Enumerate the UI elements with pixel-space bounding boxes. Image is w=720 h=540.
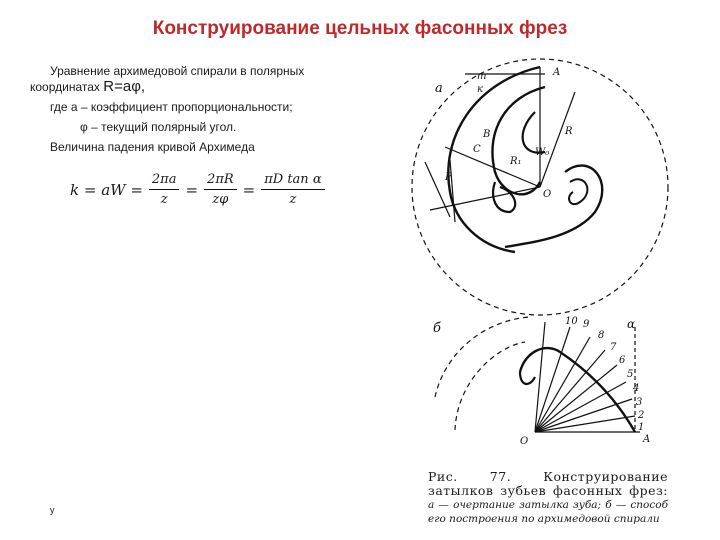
fraction-3-numerator: πD tan α [261, 172, 324, 190]
label-7: 7 [610, 342, 617, 353]
text-line-1: Уравнение архимедовой спирали в полярных [50, 64, 305, 78]
fall-formula [70, 172, 325, 207]
cutter-diagram [395, 52, 695, 464]
label-3: 3 [636, 397, 643, 408]
label-bottom-o: O [520, 436, 529, 447]
bottom-hook [520, 372, 535, 384]
equals-sign-1: = [185, 180, 199, 199]
label-r: R [565, 126, 573, 137]
label-c: C [473, 144, 481, 155]
fraction-2-numerator: 2πR [204, 172, 237, 190]
text-line-4: φ – текущий полярный угол. [80, 120, 237, 134]
label-p: P [445, 172, 452, 183]
label-m: m [477, 71, 487, 82]
spiral-equation: R=aφ, [103, 78, 146, 95]
label-alpha: α [627, 317, 636, 331]
label-2: 2 [638, 410, 645, 421]
formula-lhs: k = aW = [70, 180, 143, 199]
label-w0: W₀ [535, 147, 550, 158]
spiral-hook [569, 179, 587, 204]
radius-line-3 [430, 187, 540, 210]
fraction-3 [261, 172, 324, 207]
caption-body: а — очертание затылка зуба; б — способ его построения по архимедовой спирали [428, 499, 668, 525]
bottom-dashed-arc-outer [435, 317, 530, 397]
label-8: 8 [598, 330, 605, 341]
fraction-1-numerator: 2πa [149, 172, 180, 190]
fraction-3-denominator: z [289, 192, 297, 207]
fraction-2 [204, 172, 237, 207]
text-line-3: где а – коэффициент пропорциональности; [50, 100, 293, 114]
label-k: к [477, 84, 483, 95]
text-line-2 [30, 80, 145, 94]
label-r1: R₁ [510, 156, 522, 167]
footnote: у [50, 505, 55, 515]
label-point-a: A [553, 67, 561, 78]
label-6: 6 [619, 355, 626, 366]
text-line-2-prefix: координатах [30, 80, 100, 94]
label-10: 10 [565, 316, 578, 327]
label-bottom-a: A [643, 434, 651, 445]
bottom-spiral [520, 348, 635, 432]
fraction-2-denominator: zφ [212, 192, 229, 207]
label-5: 5 [627, 369, 634, 380]
label-o: O [543, 189, 552, 200]
ray-5 [535, 365, 617, 432]
label-b: B [483, 129, 491, 140]
label-1: 1 [638, 422, 645, 433]
spiral-contour-3 [505, 166, 602, 247]
bottom-dashed-arc-inner [455, 342, 525, 430]
slide-title: Конструирование цельных фасонных фрез [152, 18, 568, 39]
label-a: а [435, 81, 443, 96]
radius-line-2 [540, 92, 575, 187]
caption-title: Рис. 77. Конструирование затылков зубьев фасонных фрез: [428, 469, 668, 498]
equals-sign-2: = [242, 180, 256, 199]
label-4: 4 [633, 383, 640, 394]
figure-caption [428, 470, 668, 526]
fraction-1 [149, 172, 180, 207]
fraction-1-denominator: z [160, 192, 168, 207]
diagram-bottom [435, 317, 643, 432]
label-b-cyr: б [433, 321, 441, 336]
text-line-5: Величина падения кривой Архимеда [50, 140, 255, 154]
label-9: 9 [583, 319, 590, 330]
diagram-top [412, 59, 668, 315]
